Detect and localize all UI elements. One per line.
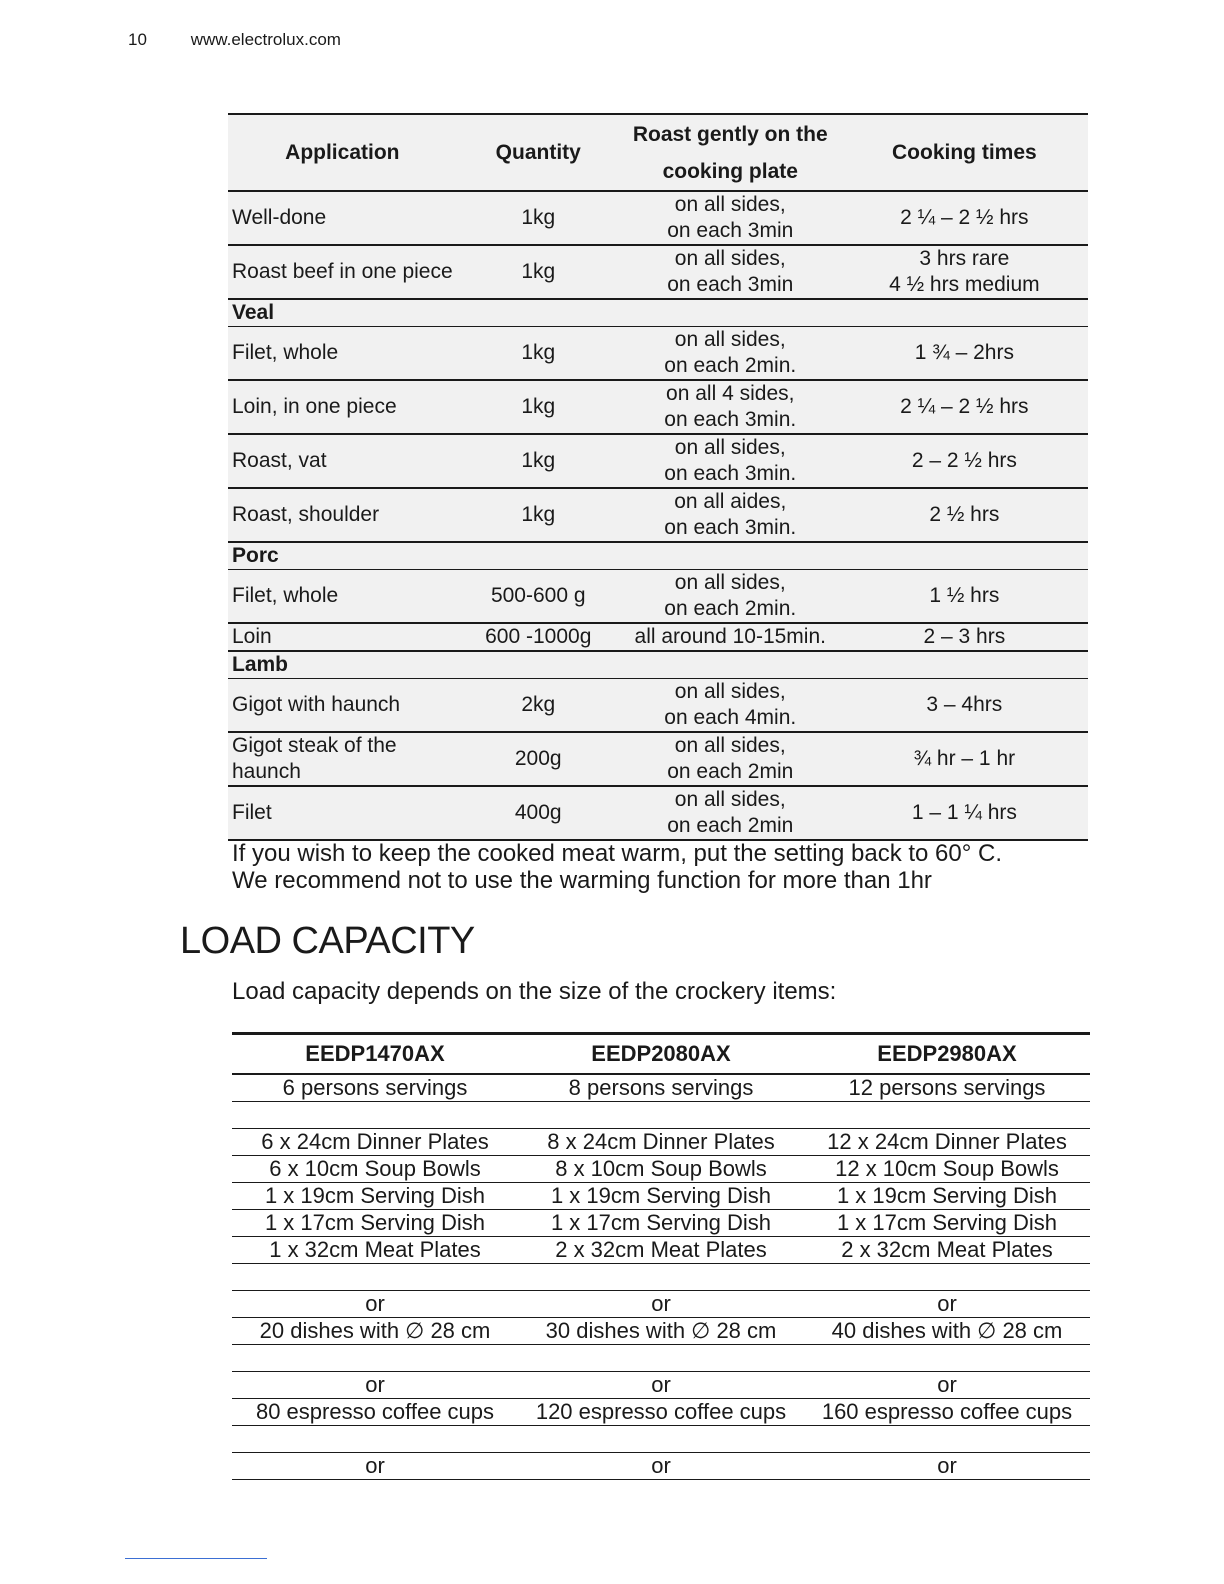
application-cell: Loin bbox=[228, 623, 457, 651]
cooking-time-line: 1 ¾ – 2hrs bbox=[914, 341, 1014, 364]
column-header-roast: Roast gently on the cooking plate bbox=[620, 114, 841, 191]
roast-line: on each 4min. bbox=[664, 706, 797, 729]
section-label: Porc bbox=[228, 542, 1088, 570]
table-row bbox=[232, 1372, 1090, 1399]
load-capacity-cell: 2 x 32cm Meat Plates bbox=[804, 1237, 1090, 1264]
roasting-table-body bbox=[228, 191, 1088, 840]
section-row bbox=[228, 542, 1088, 570]
load-capacity-cell bbox=[518, 1426, 804, 1453]
cooking-time-line: 2 – 3 hrs bbox=[923, 625, 1006, 648]
table-row bbox=[232, 1453, 1090, 1480]
load-capacity-cell: 8 x 10cm Soup Bowls bbox=[518, 1156, 804, 1183]
quantity-cell: 400g bbox=[457, 786, 620, 840]
application-cell: Roast, shoulder bbox=[228, 488, 457, 542]
table-row bbox=[232, 1210, 1090, 1237]
cooking-time-cell bbox=[841, 623, 1088, 651]
roast-cell bbox=[620, 679, 841, 733]
cooking-time-cell bbox=[841, 570, 1088, 624]
application-cell: Gigot steak of the haunch bbox=[228, 732, 457, 786]
cooking-time-line: 3 – 4hrs bbox=[926, 693, 1003, 716]
table-row bbox=[232, 1074, 1090, 1102]
table-row bbox=[232, 1102, 1090, 1129]
cooking-time-line: ¾ hr – 1 hr bbox=[913, 747, 1016, 770]
roast-line: on each 3min bbox=[667, 219, 794, 242]
page-header bbox=[128, 30, 341, 50]
quantity-cell: 1kg bbox=[457, 488, 620, 542]
load-capacity-cell bbox=[804, 1102, 1090, 1129]
application-cell: Roast beef in one piece bbox=[228, 245, 457, 299]
roast-line: on all aides, bbox=[674, 490, 787, 513]
section-row bbox=[228, 299, 1088, 327]
roasting-table-header bbox=[228, 114, 1088, 191]
load-capacity-cell bbox=[804, 1345, 1090, 1372]
load-capacity-cell bbox=[518, 1264, 804, 1291]
page-number: 10 bbox=[128, 30, 147, 49]
roast-cell bbox=[620, 570, 841, 624]
load-capacity-cell: 6 x 10cm Soup Bowls bbox=[232, 1156, 518, 1183]
model-header: EEDP1470AX bbox=[232, 1034, 518, 1075]
load-capacity-body bbox=[232, 1074, 1090, 1480]
roast-line: on all sides, bbox=[674, 680, 786, 703]
table-row bbox=[232, 1183, 1090, 1210]
load-capacity-cell: 1 x 17cm Serving Dish bbox=[518, 1210, 804, 1237]
quantity-cell: 1kg bbox=[457, 245, 620, 299]
roast-line: on all sides, bbox=[674, 734, 786, 757]
load-capacity-intro: Load capacity depends on the size of the crockery items: bbox=[232, 978, 837, 1005]
load-capacity-cell: or bbox=[518, 1453, 804, 1480]
model-header: EEDP2080AX bbox=[518, 1034, 804, 1075]
table-row bbox=[228, 327, 1088, 381]
table-row bbox=[228, 488, 1088, 542]
cooking-time-line: 2 – 2 ½ hrs bbox=[911, 449, 1017, 472]
warming-note-line-2: We recommend not to use the warming function for more than 1hr bbox=[232, 867, 932, 894]
load-capacity-cell: 12 x 10cm Soup Bowls bbox=[804, 1156, 1090, 1183]
application-cell: Gigot with haunch bbox=[228, 679, 457, 733]
roast-cell bbox=[620, 786, 841, 840]
load-capacity-cell: or bbox=[518, 1291, 804, 1318]
table-row bbox=[228, 570, 1088, 624]
warming-note bbox=[232, 840, 1002, 894]
footer-divider bbox=[125, 1558, 267, 1559]
table-row bbox=[232, 1156, 1090, 1183]
roast-line: on each 2min bbox=[667, 760, 794, 783]
roast-cell bbox=[620, 245, 841, 299]
application-cell: Filet, whole bbox=[228, 570, 457, 624]
column-header-cooking-times: Cooking times bbox=[841, 114, 1088, 191]
application-cell: Filet bbox=[228, 786, 457, 840]
load-capacity-cell: 12 x 24cm Dinner Plates bbox=[804, 1129, 1090, 1156]
quantity-cell: 1kg bbox=[457, 434, 620, 488]
roast-line: on all sides, bbox=[674, 571, 786, 594]
roast-line: on all sides, bbox=[674, 193, 786, 216]
application-cell: Loin, in one piece bbox=[228, 380, 457, 434]
cooking-time-cell bbox=[841, 380, 1088, 434]
load-capacity-cell: 1 x 32cm Meat Plates bbox=[232, 1237, 518, 1264]
table-row bbox=[228, 623, 1088, 651]
cooking-time-cell bbox=[841, 488, 1088, 542]
cooking-time-cell bbox=[841, 434, 1088, 488]
roast-line: on all sides, bbox=[674, 436, 786, 459]
roast-line: on each 2min. bbox=[664, 354, 797, 377]
load-capacity-title: LOAD CAPACITY bbox=[180, 920, 475, 962]
section-row bbox=[228, 651, 1088, 679]
load-capacity-cell: or bbox=[804, 1291, 1090, 1318]
roast-cell bbox=[620, 380, 841, 434]
column-header-application: Application bbox=[228, 114, 457, 191]
cooking-time-line: 1 – 1 ¼ hrs bbox=[911, 801, 1017, 824]
roasting-table bbox=[228, 113, 1088, 841]
cooking-time-line: 4 ½ hrs medium bbox=[889, 273, 1040, 296]
load-capacity-cell bbox=[232, 1102, 518, 1129]
load-capacity-cell: 120 espresso coffee cups bbox=[518, 1399, 804, 1426]
table-row bbox=[232, 1291, 1090, 1318]
load-capacity-cell: 160 espresso coffee cups bbox=[804, 1399, 1090, 1426]
cooking-time-cell bbox=[841, 732, 1088, 786]
cooking-time-cell bbox=[841, 327, 1088, 381]
cooking-time-cell bbox=[841, 191, 1088, 245]
roast-line: on all sides, bbox=[674, 328, 786, 351]
load-capacity-cell: 1 x 19cm Serving Dish bbox=[518, 1183, 804, 1210]
quantity-cell: 200g bbox=[457, 732, 620, 786]
load-capacity-cell: 8 persons servings bbox=[518, 1074, 804, 1102]
roast-line: on each 2min bbox=[667, 814, 794, 837]
table-row bbox=[228, 679, 1088, 733]
cooking-time-line: 1 ½ hrs bbox=[929, 584, 1000, 607]
load-capacity-header bbox=[232, 1034, 1090, 1075]
load-capacity-cell bbox=[232, 1426, 518, 1453]
load-capacity-cell bbox=[518, 1345, 804, 1372]
table-row bbox=[232, 1345, 1090, 1372]
load-capacity-cell: or bbox=[232, 1372, 518, 1399]
load-capacity-cell: or bbox=[232, 1291, 518, 1318]
roast-line: on each 3min bbox=[667, 273, 794, 296]
load-capacity-cell: 20 dishes with ∅ 28 cm bbox=[232, 1318, 518, 1345]
load-capacity-cell bbox=[804, 1426, 1090, 1453]
model-header: EEDP2980AX bbox=[804, 1034, 1090, 1075]
load-capacity-cell: or bbox=[804, 1372, 1090, 1399]
load-capacity-cell bbox=[232, 1264, 518, 1291]
column-header-quantity: Quantity bbox=[457, 114, 620, 191]
section-label: Lamb bbox=[228, 651, 1088, 679]
roast-line: on each 3min. bbox=[664, 408, 797, 431]
load-capacity-cell: 40 dishes with ∅ 28 cm bbox=[804, 1318, 1090, 1345]
roast-cell bbox=[620, 327, 841, 381]
load-capacity-cell: 6 x 24cm Dinner Plates bbox=[232, 1129, 518, 1156]
load-capacity-cell: 6 persons servings bbox=[232, 1074, 518, 1102]
load-capacity-table bbox=[232, 1032, 1090, 1480]
table-row bbox=[232, 1237, 1090, 1264]
load-capacity-cell: 1 x 19cm Serving Dish bbox=[804, 1183, 1090, 1210]
table-row bbox=[232, 1264, 1090, 1291]
table-row bbox=[228, 732, 1088, 786]
roast-cell bbox=[620, 623, 841, 651]
load-capacity-cell: 30 dishes with ∅ 28 cm bbox=[518, 1318, 804, 1345]
load-capacity-cell: or bbox=[232, 1453, 518, 1480]
table-row bbox=[232, 1426, 1090, 1453]
cooking-time-cell bbox=[841, 786, 1088, 840]
table-row bbox=[228, 191, 1088, 245]
roast-cell bbox=[620, 191, 841, 245]
application-cell: Filet, whole bbox=[228, 327, 457, 381]
quantity-cell: 1kg bbox=[457, 327, 620, 381]
load-capacity-cell: 1 x 19cm Serving Dish bbox=[232, 1183, 518, 1210]
quantity-cell: 2kg bbox=[457, 679, 620, 733]
quantity-cell: 500-600 g bbox=[457, 570, 620, 624]
section-label: Veal bbox=[228, 299, 1088, 327]
load-capacity-cell: 80 espresso coffee cups bbox=[232, 1399, 518, 1426]
website-url[interactable]: www.electrolux.com bbox=[190, 30, 341, 49]
application-cell: Well-done bbox=[228, 191, 457, 245]
roast-line: on all sides, bbox=[674, 788, 786, 811]
quantity-cell: 1kg bbox=[457, 380, 620, 434]
cooking-time-line: 2 ¼ – 2 ½ hrs bbox=[900, 206, 1029, 229]
load-capacity-cell: 1 x 17cm Serving Dish bbox=[232, 1210, 518, 1237]
cooking-time-line: 2 ½ hrs bbox=[929, 503, 1000, 526]
table-row bbox=[228, 245, 1088, 299]
cooking-time-cell bbox=[841, 679, 1088, 733]
roast-line: on all 4 sides, bbox=[666, 382, 795, 405]
roast-line: on each 3min. bbox=[664, 462, 797, 485]
table-row bbox=[228, 434, 1088, 488]
load-capacity-cell: 1 x 17cm Serving Dish bbox=[804, 1210, 1090, 1237]
table-row bbox=[228, 786, 1088, 840]
load-capacity-cell bbox=[804, 1264, 1090, 1291]
table-row bbox=[232, 1129, 1090, 1156]
cooking-time-line: 2 ¼ – 2 ½ hrs bbox=[900, 395, 1029, 418]
roast-line: on each 2min. bbox=[664, 597, 797, 620]
cooking-time-line: 3 hrs rare bbox=[919, 247, 1010, 270]
load-capacity-cell: 2 x 32cm Meat Plates bbox=[518, 1237, 804, 1264]
table-row bbox=[232, 1399, 1090, 1426]
roast-line: all around 10-15min. bbox=[634, 625, 826, 648]
load-capacity-cell bbox=[232, 1345, 518, 1372]
load-capacity-cell: 8 x 24cm Dinner Plates bbox=[518, 1129, 804, 1156]
cooking-time-cell bbox=[841, 245, 1088, 299]
application-cell: Roast, vat bbox=[228, 434, 457, 488]
table-row bbox=[228, 380, 1088, 434]
roast-cell bbox=[620, 434, 841, 488]
roast-cell bbox=[620, 488, 841, 542]
load-capacity-cell: or bbox=[804, 1453, 1090, 1480]
roast-line: on each 3min. bbox=[664, 516, 797, 539]
roast-cell bbox=[620, 732, 841, 786]
quantity-cell: 1kg bbox=[457, 191, 620, 245]
load-capacity-cell: or bbox=[518, 1372, 804, 1399]
load-capacity-cell bbox=[518, 1102, 804, 1129]
load-capacity-cell: 12 persons servings bbox=[804, 1074, 1090, 1102]
quantity-cell: 600 -1000g bbox=[457, 623, 620, 651]
roast-line: on all sides, bbox=[674, 247, 786, 270]
table-row bbox=[232, 1318, 1090, 1345]
warming-note-line-1: If you wish to keep the cooked meat warm, put the setting back to 60° C. bbox=[232, 840, 1003, 867]
